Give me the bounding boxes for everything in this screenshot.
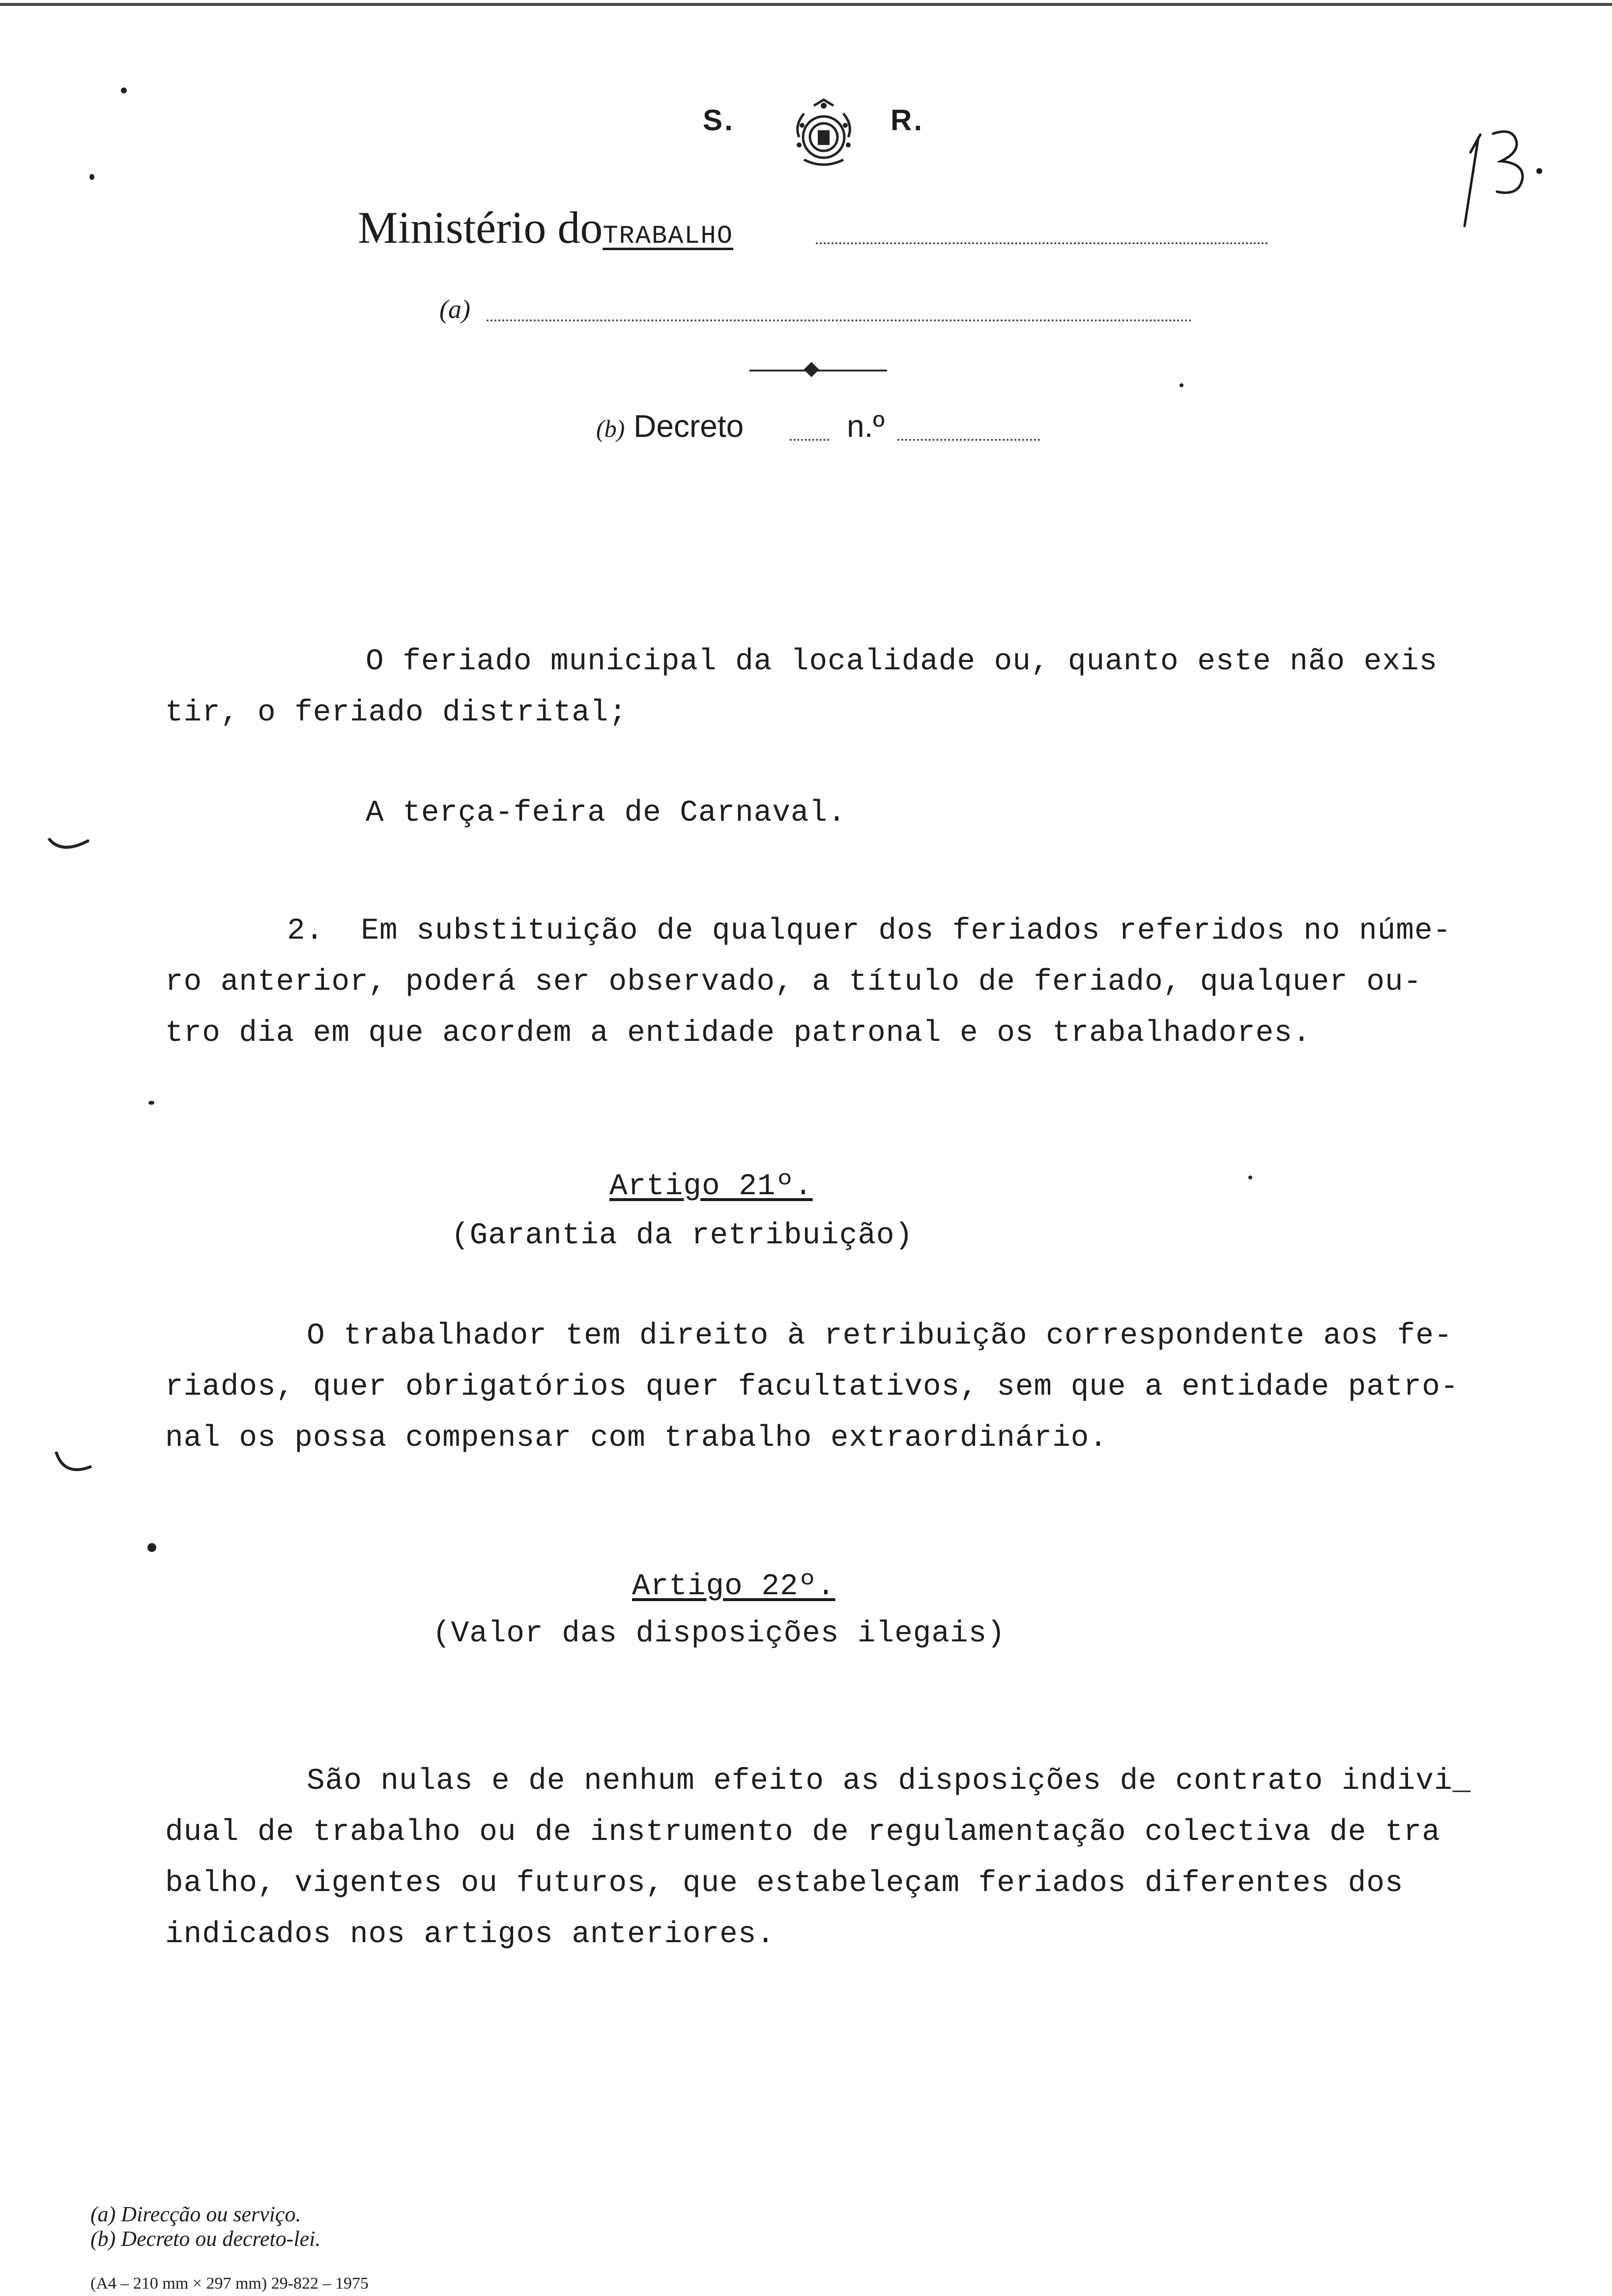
form-code: (A4 – 210 mm × 297 mm) 29-822 – 1975 [90,2274,369,2293]
label-a: (a) [439,294,470,324]
para1-line2: tir, o feriado distrital; [165,696,628,730]
article21-line2: riados, quer obrigatórios quer facultativos, sem que a entidade patro- [165,1370,1459,1404]
scan-dot [148,1101,154,1105]
article22-title: Artigo 22º. [632,1570,835,1604]
coat-of-arms-seal [784,96,863,174]
handwritten-page-number [1455,123,1553,236]
scan-dot [121,87,127,93]
scan-mark-bracket-2 [54,1450,93,1479]
label-b: (b) [596,415,625,442]
scan-mark-bracket-1 [47,835,91,855]
ministry-dotted-line [816,242,1268,244]
decree-label: Decreto [633,408,744,444]
decree-number-dotted [897,439,1040,441]
article22-line2: dual de trabalho ou de instrumento de regulamentação colectiva de tra [165,1815,1440,1849]
scan-dot [1180,383,1183,387]
article22-subtitle: (Valor das disposições ilegais) [432,1617,1006,1651]
scan-dot [147,1543,156,1552]
para1-line1: O feriado municipal da localidade ou, quanto este não exis [366,645,1438,679]
decree-dotted-short [790,439,829,441]
article22-line4: indicados nos artigos anteriores. [165,1918,775,1952]
para3-line1: 2. Em substituição de qualquer dos feriados referidos no núme- [287,914,1452,948]
footnote-b: (b) Decreto ou decreto-lei. [90,2227,321,2251]
article22-line1: São nulas e de nenhum efeito as disposições de contrato indivi_ [307,1764,1471,1798]
header-letter-r: R. [891,104,924,137]
decree-line [596,408,744,444]
scan-top-border [0,3,1612,6]
article21-line3: nal os possa compensar com trabalho extraordinário. [165,1421,1108,1455]
footnote-a: (a) Direcção ou serviço. [90,2202,301,2226]
ministry-heading [358,201,733,254]
article22-line3: balho, vigentes ou futuros, que estabeleçam feriados diferentes dos [165,1866,1404,1900]
scan-dot [89,174,94,180]
para3-line2: ro anterior, poderá ser observado, a título de feriado, qualquer ou- [165,965,1422,999]
decree-number-label: n.º [847,408,885,444]
para3-line3: tro dia em que acordem a entidade patronal e os trabalhadores. [165,1016,1311,1050]
scan-dot [1248,1176,1252,1179]
ministry-prefix: Ministério do [358,202,603,253]
header-letter-s: S. [703,104,735,137]
article21-subtitle: (Garantia da retribuição) [451,1219,914,1253]
ministry-department: TRABALHO [603,222,733,251]
divider-diamond-icon [804,362,819,377]
article21-line1: O trabalhador tem direito à retribuição correspondente aos fe- [307,1319,1453,1353]
direction-dotted-line [487,319,1192,321]
para2-line: A terça-feira de Carnaval. [366,796,846,830]
article21-title: Artigo 21º. [609,1170,813,1204]
